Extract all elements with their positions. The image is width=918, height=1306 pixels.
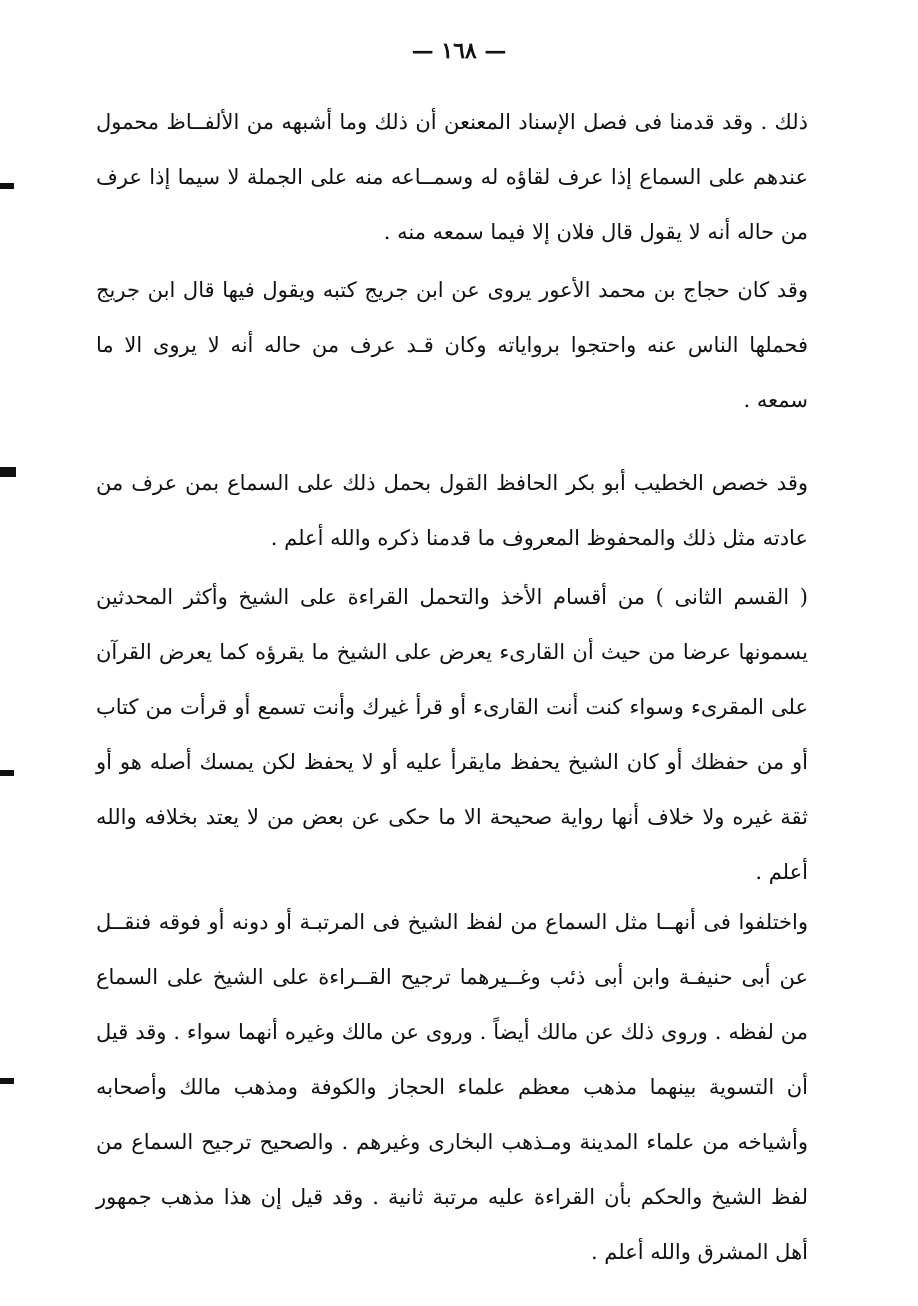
paragraph-1: ذلك . وقد قدمنا فى فصل الإسناد المعنعن أن ذلك وما أشبهه من الألفــاظ محمول عندهم على السماع إذا عرف لقاؤه له وسمــاعه منه على الجملة لا سيما إذا عرف من حاله أنه لا يقول قال فلان إلا فيما سمعه منه . [96, 110, 808, 244]
paragraph-3: وقد خصص الخطيب أبو بكر الحافظ القول بحمل ذلك على السماع بمن عرف من عادته مثل ذلك والمحفوظ المعروف ما قدمنا ذكره والله أعلم . [96, 471, 808, 550]
margin-mark [0, 1078, 14, 1084]
paragraph-5: واختلفوا فى أنهــا مثل السماع من لفظ الشيخ فى المرتبـة أو دونه أو فوقه فنقــل عن أبى حنيفـة وابن أبى ذئب وغــيرهما ترجيح القــراءة على الشيخ على السماع من لفظه . وروى ذلك عن مالك أيضاً . وروى عن مالك وغيره أنهما سواء . وقد قيل أن التسوية بينهما مذهب معظم علماء الحجاز والكوفة ومذهب مالك وأصحابه وأشياخه من علماء المدينة ومـذهب البخارى وغيرهم . والصحيح ترجيح السماع من لفظ الشيخ والحكم بأن القراءة عليه مرتبة ثانية . وقد قيل إن هذا مذهب جمهور أهل المشرق والله أعلم . [96, 910, 808, 1264]
margin-mark [0, 770, 14, 776]
margin-mark [0, 183, 14, 189]
paragraph-4: ( القسم الثانى ) من أقسام الأخذ والتحمل القراءة على الشيخ وأكثر المحدثين يسمونها عرضا من حيث أن القارىء يعرض على الشيخ ما يقرؤه كما يعرض القرآن على المقرىء وسواء كنت أنت القارىء أو قرأ غيرك وأنت تسمع أو قرأت من كتاب أو من حفظك أو كان الشيخ يحفظ مايقرأ عليه أو لا يحفظ لكن يمسك أصله هو أو ثقة غيره ولا خلاف أنها رواية صحيحة الا ما حكى عن بعض من لا يعتد بخلافه والله أعلم . [96, 585, 808, 884]
paragraph-2: وقد كان حجاج بن محمد الأعور يروى عن ابن جريج كتبه ويقول فيها قال ابن جريج فحملها الناس عنه واحتجوا برواياته وكان قـد عرف من حاله أنه لا يروى الا ما سمعه . [96, 278, 808, 412]
margin-mark [0, 467, 16, 477]
page-number: — ١٦٨ — [411, 38, 507, 64]
